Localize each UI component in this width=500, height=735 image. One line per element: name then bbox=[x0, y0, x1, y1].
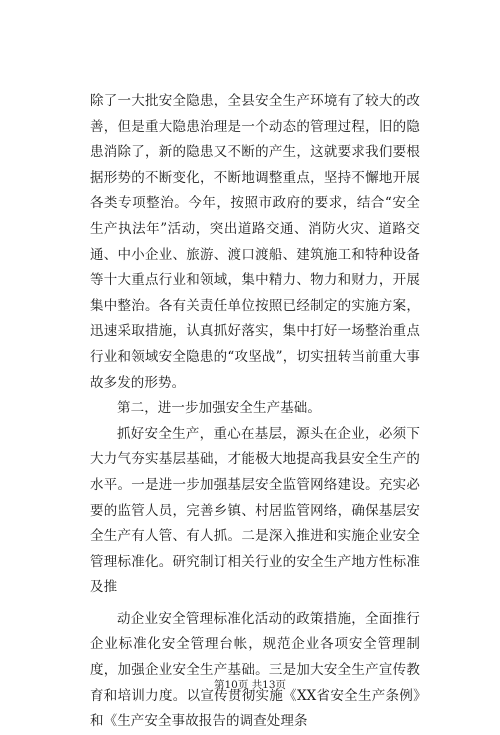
document-body bbox=[90, 89, 420, 735]
paragraph-text: 第二，进一步加强安全生产基础。 bbox=[117, 400, 321, 417]
paragraph-text: 动企业安全管理标准化活动的政策措施，全面推行企业标准化安全管理台帐，规范企业各项安全管理制度，加强企业安全生产基础。三是加大安全生产宣传教育和培训力度。以宣传贯彻实施《XX省安全生产条例》和《生产安全事故报告的调查处理条 bbox=[90, 610, 420, 730]
page-number-footer: 第10页 共13页 bbox=[213, 679, 287, 691]
paragraph-2-heading bbox=[90, 396, 420, 422]
paragraph-text: 抓好安全生产，重心在基层，源头在企业，必须下大力气夯实基层基础，才能极大地提高我县安全生产的水平。一是进一步加强基层安全监管网络建设。充实必要的监管人员，完善乡镇、村居监管网络，确保基层安全生产有人管、有人抓。二是深入推进和实施企业安全管理标准化。研究制订相关行业的安全生产地方性标准及推 bbox=[90, 425, 420, 596]
paragraph-1 bbox=[90, 89, 420, 396]
paragraph-3 bbox=[90, 422, 420, 601]
paragraph-text: 除了一大批安全隐患，全县安全生产环境有了较大的改善，但是重大隐患治理是一个动态的管理过程，旧的隐患消除了，新的隐患又不断的产生，这就要求我们要根据形势的不断变化，不断地调整重点，坚持不懈地开展各类专项整治。今年，按照市政府的要求，结合“安全生产执法年”活动，突出道路交通、消防火灾、道路交通、中小企业、旅游、渡口渡船、建筑施工和特种设备等十大重点行业和领域，集中精力、物力和财力，开展集中整治。各有关责任单位按照已经制定的实施方案，迅速采取措施，认真抓好落实，集中打好一场整治重点行业和领域安全隐患的“攻坚战”，切实扭转当前重大事故多发的形势。 bbox=[90, 93, 420, 391]
paragraph-4 bbox=[90, 607, 420, 735]
